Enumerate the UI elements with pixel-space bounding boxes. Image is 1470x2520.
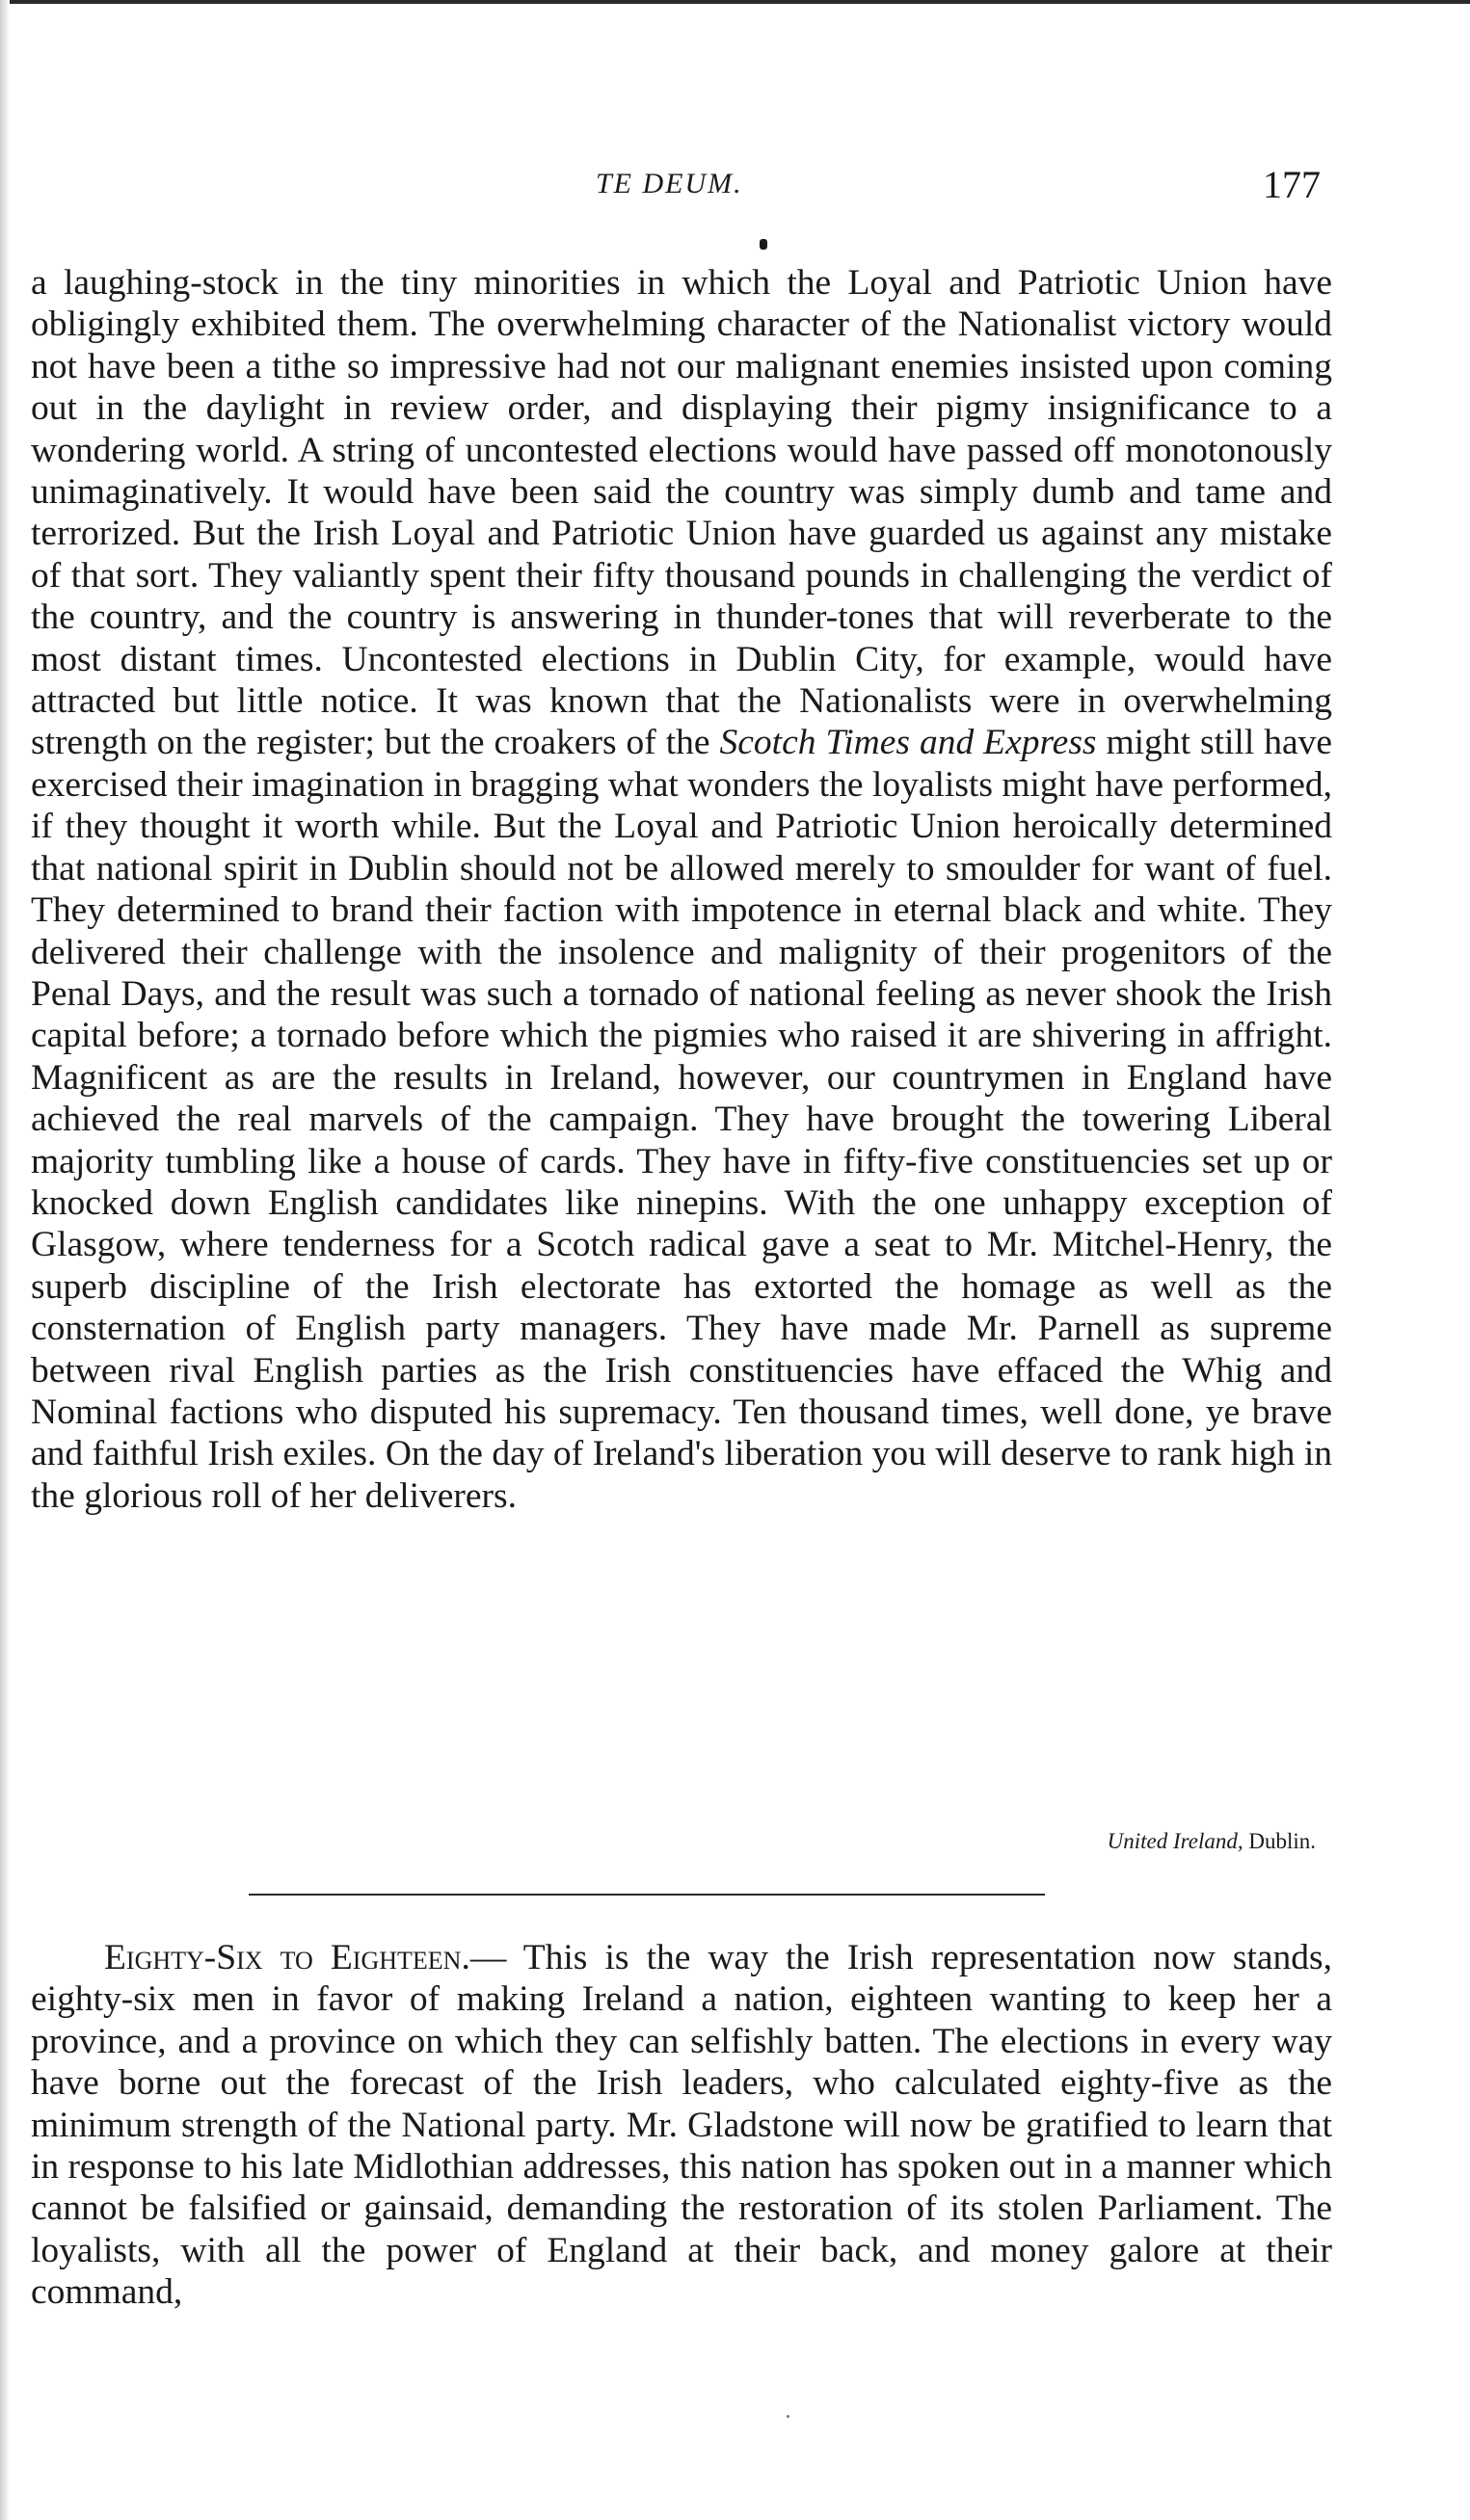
source-city: Dublin. <box>1248 1829 1316 1853</box>
running-header <box>0 162 1470 220</box>
article-paragraph <box>31 262 1332 1517</box>
article-paragraph-2 <box>31 1937 1332 2314</box>
italic-newspaper-names: Scotch Times and Express <box>719 723 1097 763</box>
page-top-edge <box>0 0 1470 4</box>
section-divider <box>249 1894 1045 1896</box>
article-heading: Eighty-Six to Eighteen. <box>104 1938 470 1977</box>
running-title: TE DEUM. <box>596 168 743 199</box>
heading-dash: — <box>469 1938 507 1977</box>
source-attribution <box>1108 1829 1316 1854</box>
source-paper: United Ireland, <box>1107 1829 1243 1853</box>
page-left-edge <box>0 0 10 2520</box>
article-text-part-1: a laughing-stock in the tiny minorities in which the Loyal and Patriotic Union have obligingly exhibited them. The overwhelming character of the Nationalist victory would not have been a tithe so impressive had not our malignant enemies insisted upon coming out in the daylight in review order, and displaying their pigmy insignificance to a wondering world. A string of uncontested elections would have passed off monotonously unimaginatively. It would have been said the country was simply dumb and tame and terrorized. But the Irish Loyal and Patriotic Union have guarded us against any mistake of that sort. They valiantly spent their fifty thousand pounds in challenging the verdict of the country, and the country is answering in thunder-tones that will reverberate to the most distant times. Uncontested elections in Dublin City, for example, would have attracted but little notice. It was known that the Nationalists were in overwhelming strength on the register; but the croakers of the <box>31 263 1332 763</box>
page-number: 177 <box>1263 163 1321 206</box>
article-text-part-2: might still have exercised their imagination in bragging what wonders the loyalists might have performed, if they thought it worth while. But the Loyal and Patriotic Union heroically determined that national spirit in Dublin should not be allowed merely to smoulder for want of fuel. They determined to brand their faction with impotence in eternal black and white. They delivered their challenge with the insolence and malignity of their progenitors of the Penal Days, and the result was such a tornado of national feeling as never shook the Irish capital before; a tornado before which the pigmies who raised it are shivering in affright. Magnificent as are the results in Ireland, however, our countrymen in England have achieved the real marvels of the campaign. They have brought the towering Liberal majority tumbling like a house of cards. They have in fifty-five constituencies set up or knocked down English candidates like ninepins. With the one unhappy exception of Glasgow, where tenderness for a Scotch radical gave a seat to Mr. Mitchel-Henry, the superb discipline of the Irish electorate has extorted the homage as well as the consternation of English party managers. They have made Mr. Parnell as supreme between rival English parties as the Irish constituencies have effaced the Whig and Nominal factions who disputed his supremacy. Ten thousand times, well done, ye brave and faithful Irish exiles. On the day of Ireland's liberation you will deserve to rank high in the glorious roll of her deliverers. <box>31 723 1333 1516</box>
paper-speck <box>787 2415 789 2418</box>
article-2-text: This is the way the Irish representation now stands, eighty-six men in favor of making Ireland a nation, eighteen wanting to keep her a province, and a province on which they can selfishly batten. The elections in every way have borne out the forecast of the Irish leaders, who calculated eighty-five as the minimum strength of the National party. Mr. Gladstone will now be gratified to learn that in response to his late Midlothian addresses, this nation has spoken out in a manner which cannot be falsified or gainsaid, demanding the restoration of its stolen Parliament. The loyalists, with all the power of England at their back, and money galore at their command, <box>31 1938 1332 2313</box>
printer-mark <box>760 239 767 250</box>
